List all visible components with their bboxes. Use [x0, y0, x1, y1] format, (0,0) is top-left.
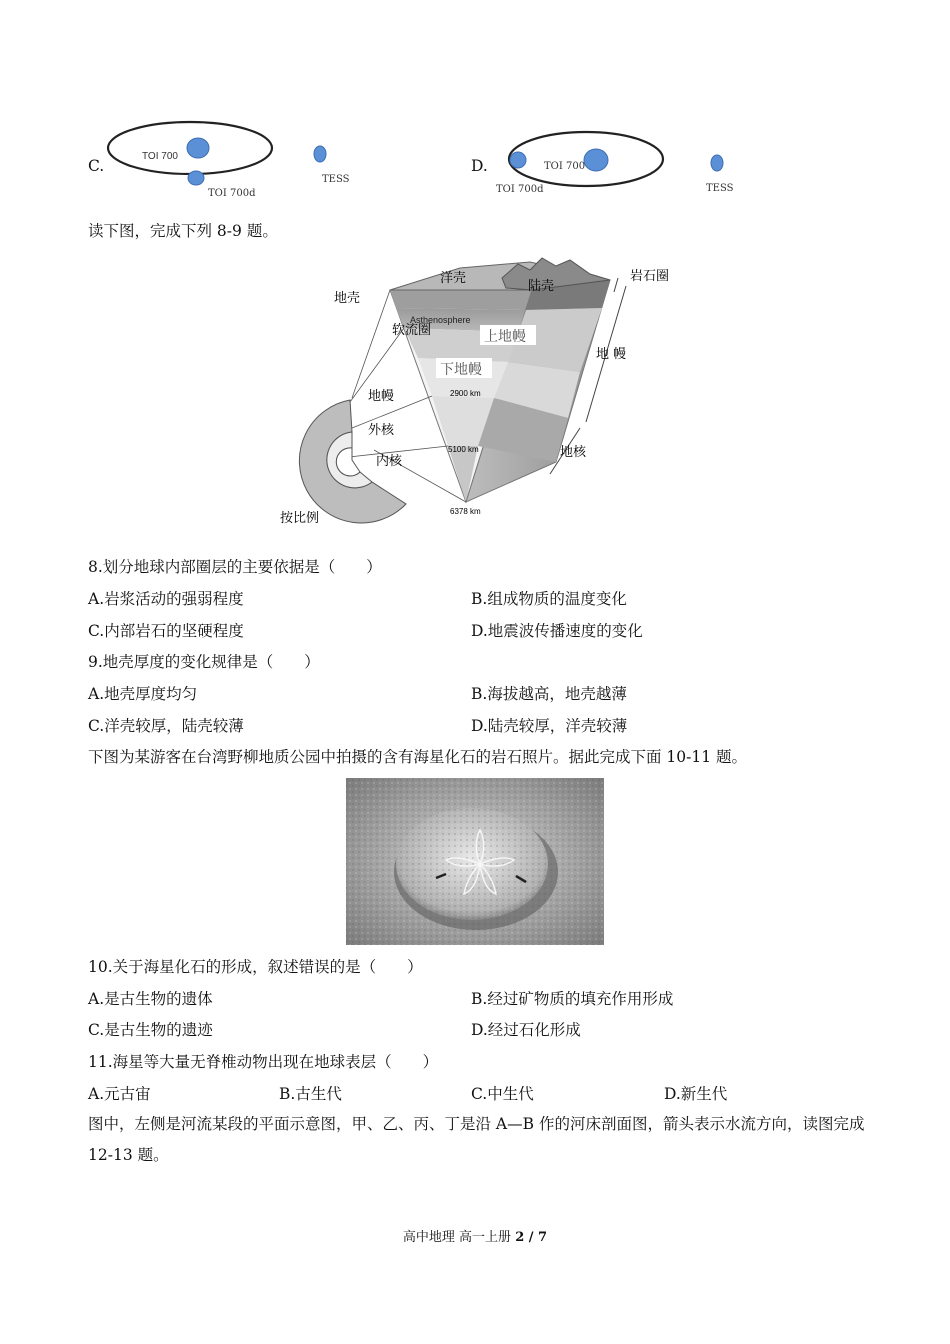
intro-10-11: 下图为某游客在台湾野柳地质公园中拍摄的含有海星化石的岩石照片。据此完成下面 10-11 题。 [88, 748, 748, 766]
q11-option-d[interactable]: D.新生代 [664, 1085, 728, 1103]
moon-label: TOI 700d [208, 188, 256, 199]
label-crust: 地壳 [334, 291, 361, 306]
q9-option-c[interactable]: C.洋壳较厚，陆壳较薄 [88, 717, 244, 735]
label-lower-mantle: 下地幔 [440, 362, 482, 378]
label-lithosphere: 岩石圈 [630, 269, 670, 284]
q9-option-d[interactable]: D.陆壳较厚，洋壳较薄 [471, 717, 628, 735]
planet-toi700 [187, 138, 209, 158]
satellite-tess [711, 155, 723, 171]
orbit-diagram-d [490, 125, 750, 205]
option-d-label: D. [471, 157, 488, 175]
q11-option-a[interactable]: A.元古宙 [88, 1085, 151, 1103]
q9-option-a[interactable]: A.地壳厚度均匀 [88, 685, 198, 703]
option-c-label: C. [88, 157, 105, 175]
earth-interior-diagram [280, 250, 700, 530]
label-asthenosphere-en: Asthenosphere [410, 315, 471, 325]
q9-stem: 9.地壳厚度的变化规律是（ ） [88, 653, 320, 671]
satellite-tess [314, 146, 326, 162]
q8-option-c[interactable]: C.内部岩石的坚硬程度 [88, 622, 244, 640]
q11-option-b[interactable]: B.古生代 [279, 1085, 342, 1103]
intro-12-13: 图中，左侧是河流某段的平面示意图，甲、乙、丙、丁是沿 A—B 作的河床剖面图，箭头表示水流方向，读图完成 12-13 题。 [88, 1115, 865, 1164]
satellite-label: TESS [706, 183, 734, 194]
label-depth-5100: 5100 km [448, 445, 479, 454]
label-inner-core: 内核 [376, 454, 403, 469]
q11-stem: 11.海星等大量无脊椎动物出现在地球表层（ ） [88, 1053, 439, 1071]
q10-option-d[interactable]: D.经过石化形成 [471, 1021, 581, 1039]
q11-option-c[interactable]: C.中生代 [471, 1085, 534, 1103]
q8-option-b[interactable]: B.组成物质的温度变化 [471, 590, 627, 608]
label-depth-6378: 6378 km [450, 507, 481, 516]
starfish-fossil-photo [346, 778, 604, 945]
planet-toi700 [584, 149, 608, 171]
label-to-scale: 按比例 [280, 511, 320, 526]
q8-option-a[interactable]: A.岩浆活动的强弱程度 [88, 590, 244, 608]
q10-option-b[interactable]: B.经过矿物质的填充作用形成 [471, 990, 674, 1008]
orbit-diagram-c [100, 118, 370, 208]
label-continental-crust: 陆壳 [528, 279, 555, 294]
page-footer [0, 1226, 950, 1245]
label-ocean-crust: 洋壳 [440, 271, 467, 286]
label-upper-mantle: 上地幔 [484, 329, 526, 345]
label-depth-2900: 2900 km [450, 389, 481, 398]
page-number: 2 / 7 [515, 1230, 548, 1245]
footer-text: 高中地理 高一上册 [402, 1230, 516, 1245]
label-asthenosphere: 软流圈 [392, 323, 432, 338]
moon-toi700d [510, 152, 526, 168]
q10-stem: 10.关于海星化石的形成，叙述错误的是（ ） [88, 958, 423, 976]
q9-option-b[interactable]: B.海拔越高，地壳越薄 [471, 685, 627, 703]
moon-toi700d [188, 171, 204, 185]
label-outer-core: 外核 [368, 423, 395, 438]
q8-option-d[interactable]: D.地震波传播速度的变化 [471, 622, 643, 640]
intro-8-9: 读下图，完成下列 8-9 题。 [88, 222, 278, 240]
q10-option-c[interactable]: C.是古生物的遗迹 [88, 1021, 213, 1039]
planet-label: TOI 700 [142, 151, 178, 162]
moon-label: TOI 700d [496, 184, 544, 195]
label-core: 地核 [560, 445, 587, 460]
q8-stem: 8.划分地球内部圈层的主要依据是（ ） [88, 558, 382, 576]
satellite-label: TESS [322, 174, 350, 185]
q10-option-a[interactable]: A.是古生物的遗体 [88, 990, 213, 1008]
label-mantle-right: 地 幔 [596, 347, 627, 362]
planet-label: TOI 700 [544, 161, 586, 172]
label-mantle-left: 地幔 [368, 389, 395, 404]
